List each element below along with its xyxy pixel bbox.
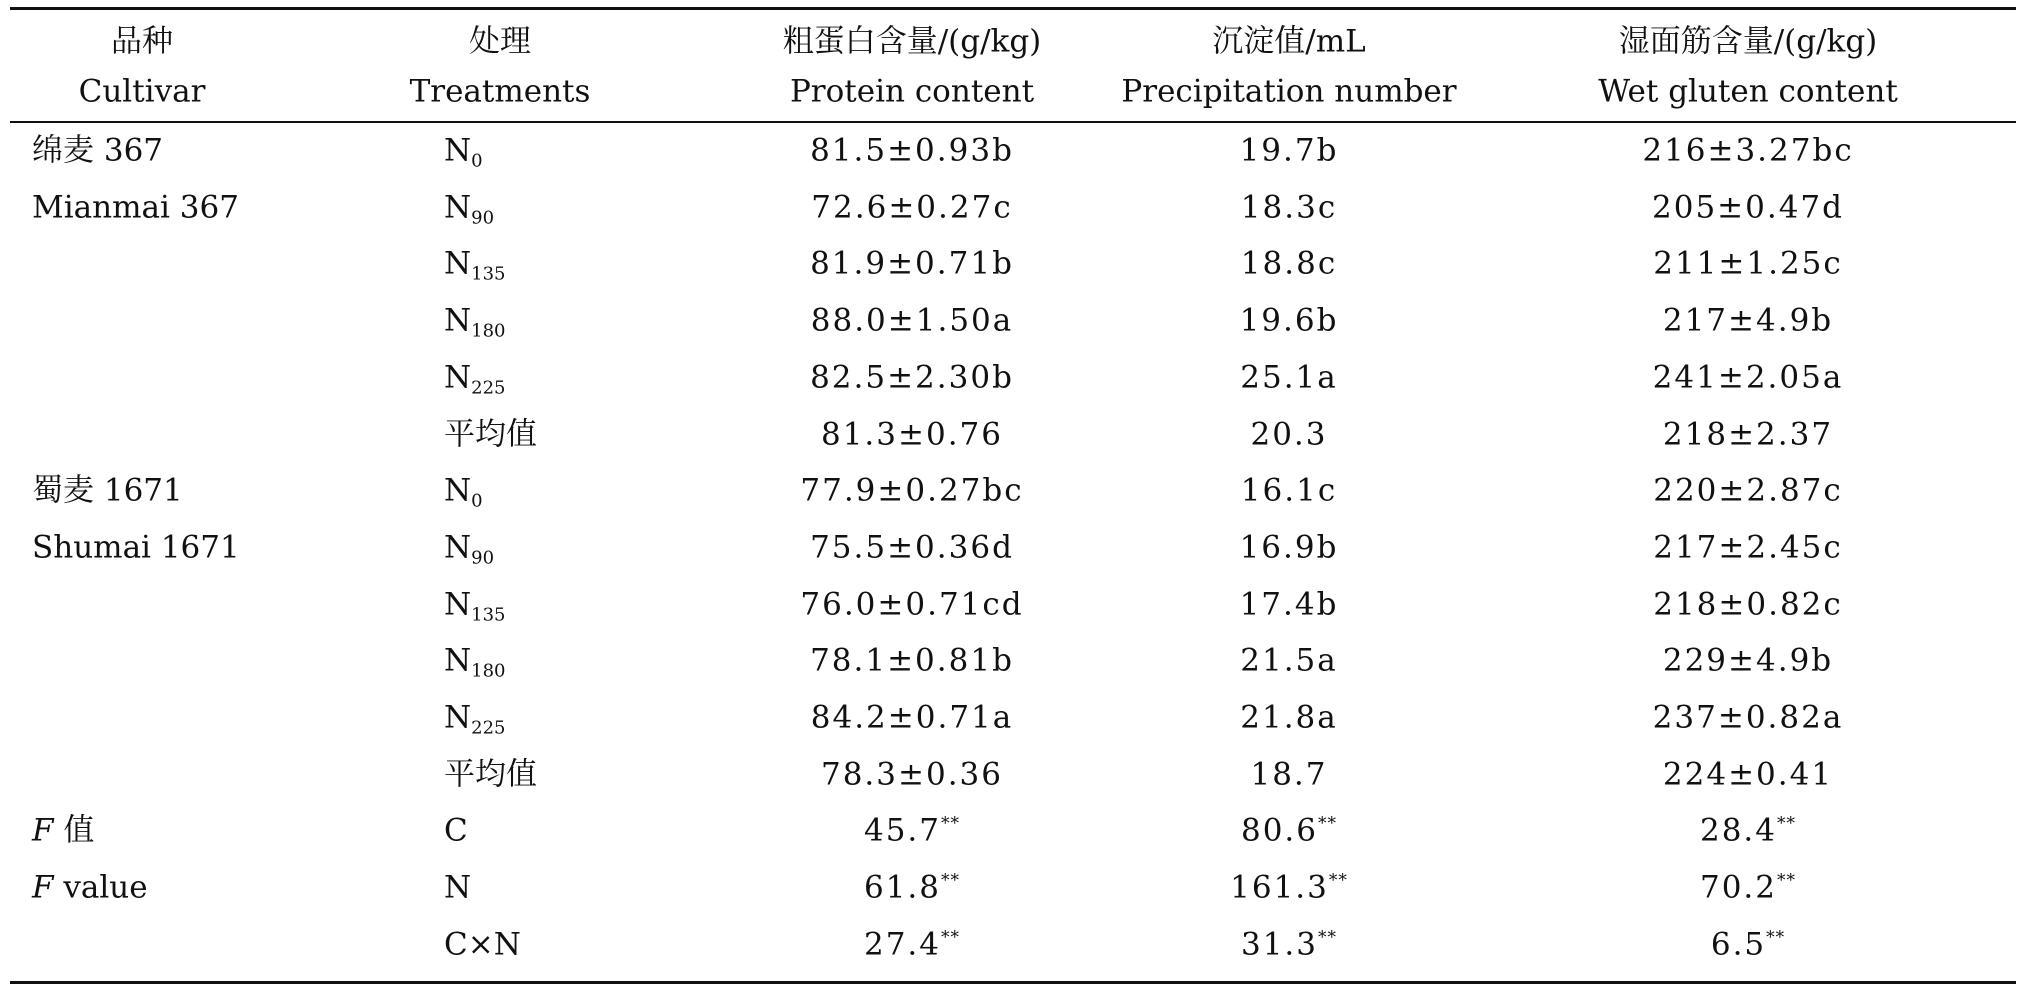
header-cultivar-cn: 品种: [111, 23, 173, 60]
cultivar-name-cn: 蜀麦 1671: [32, 472, 183, 509]
gluten-value: 216±3.27bc: [1642, 132, 1854, 169]
gluten-value: 217±2.45c: [1653, 529, 1843, 566]
treatment-label: [444, 699, 506, 739]
precipitation-value: 21.8a: [1240, 699, 1338, 736]
gluten-value: 211±1.25c: [1653, 245, 1843, 282]
treatment-main: N: [444, 529, 472, 566]
precipitation-value: 18.3c: [1240, 189, 1338, 226]
treatment-label: [444, 529, 495, 569]
significance-marker: **: [1777, 813, 1797, 834]
significance-marker: **: [941, 927, 961, 948]
f-treatment-label: C×N: [444, 926, 521, 963]
f-precip-value: [1240, 812, 1338, 849]
protein-value: 78.3±0.36: [820, 756, 1004, 793]
f-treatment-label: C: [444, 812, 468, 849]
f-value: 61.8: [863, 869, 942, 906]
treatment-subscript: 90: [471, 547, 495, 569]
header-treatments-en: Treatments: [409, 73, 591, 110]
f-value: 70.2: [1699, 869, 1778, 906]
gluten-value: 217±4.9b: [1662, 302, 1834, 339]
f-label-en-text: value: [53, 869, 148, 906]
header-cultivar-en: Cultivar: [78, 73, 206, 110]
precipitation-value: 19.7b: [1239, 132, 1339, 169]
protein-value: 88.0±1.50a: [810, 302, 1014, 339]
precipitation-value: 21.5a: [1240, 642, 1338, 679]
header-rule: [10, 121, 2016, 123]
f-protein-value: [863, 812, 961, 849]
treatment-subscript: 0: [471, 490, 483, 512]
treatment-label: [444, 472, 483, 512]
header-precipitation-en: Precipitation number: [1121, 73, 1457, 110]
f-treatment-label: N: [444, 869, 472, 906]
protein-value: 81.5±0.93b: [810, 132, 1014, 169]
treatment-label: [444, 586, 506, 626]
cultivar-name-en: Mianmai 367: [32, 189, 239, 226]
precipitation-value: 25.1a: [1240, 359, 1338, 396]
treatment-main: 平均值: [444, 756, 537, 793]
treatment-label: [444, 756, 537, 793]
protein-value: 81.9±0.71b: [810, 245, 1014, 282]
f-value: 6.5: [1710, 926, 1767, 963]
significance-marker: **: [1777, 870, 1797, 891]
treatment-label: [444, 642, 506, 682]
treatment-label: [444, 189, 495, 229]
f-label-en: [32, 869, 148, 906]
f-value: 28.4: [1699, 812, 1778, 849]
protein-value: 81.3±0.76: [820, 416, 1004, 452]
cultivar-name-cn: 绵麦 367: [32, 132, 164, 169]
f-label-cn-italic: F: [32, 812, 54, 849]
treatment-subscript: 135: [471, 263, 506, 285]
treatment-main: 平均值: [444, 416, 537, 452]
top-rule: [10, 7, 2016, 10]
precipitation-value: 19.6b: [1239, 302, 1339, 339]
treatment-label: [444, 302, 506, 342]
gluten-value: 241±2.05a: [1652, 359, 1844, 396]
precipitation-value: 16.9b: [1239, 529, 1339, 566]
precipitation-value: 17.4b: [1239, 586, 1339, 623]
f-precip-value: [1240, 926, 1338, 963]
bottom-rule: [10, 981, 2016, 984]
f-label-cn-text: 值: [53, 812, 95, 849]
f-label-cn: [32, 812, 95, 849]
f-label-en-italic: F: [32, 869, 54, 906]
header-gluten-cn: 湿面筋含量/(g/kg): [1618, 23, 1878, 60]
protein-value: 77.9±0.27bc: [800, 472, 1024, 509]
precipitation-value: 18.7: [1250, 756, 1328, 793]
f-value: 80.6: [1240, 812, 1319, 849]
f-value: 45.7: [863, 812, 942, 849]
significance-marker: **: [1766, 927, 1786, 948]
gluten-value: 218±2.37: [1662, 416, 1834, 452]
protein-value: 72.6±0.27c: [811, 189, 1013, 226]
treatment-main: N: [444, 359, 472, 396]
treatment-main: N: [444, 642, 472, 679]
gluten-value: 205±0.47d: [1651, 189, 1845, 226]
significance-marker: **: [941, 870, 961, 891]
treatment-label: [444, 359, 506, 399]
significance-marker: **: [1318, 813, 1338, 834]
f-gluten-value: [1710, 926, 1786, 963]
treatment-main: N: [444, 302, 472, 339]
treatment-label: [444, 132, 483, 172]
protein-value: 76.0±0.71cd: [800, 586, 1024, 623]
gluten-value: 224±0.41: [1662, 756, 1834, 793]
treatment-label: [444, 245, 506, 285]
f-value: 161.3: [1230, 869, 1329, 906]
f-value: 27.4: [863, 926, 942, 963]
f-precip-value: [1230, 869, 1348, 906]
treatment-subscript: 225: [471, 377, 506, 399]
significance-marker: **: [941, 813, 961, 834]
header-protein-cn: 粗蛋白含量/(g/kg): [782, 23, 1042, 60]
precipitation-value: 20.3: [1250, 416, 1328, 452]
treatment-subscript: 90: [471, 207, 495, 229]
treatment-subscript: 180: [471, 660, 506, 682]
treatment-main: N: [444, 586, 472, 623]
gluten-value: 237±0.82a: [1652, 699, 1844, 736]
treatment-label: [444, 416, 537, 452]
protein-value: 84.2±0.71a: [810, 699, 1014, 736]
f-gluten-value: [1699, 869, 1797, 906]
gluten-value: 220±2.87c: [1653, 472, 1843, 509]
treatment-subscript: 0: [471, 150, 483, 172]
f-protein-value: [863, 926, 961, 963]
header-precipitation-cn: 沉淀值/mL: [1212, 23, 1366, 60]
header-gluten-en: Wet gluten content: [1598, 73, 1898, 110]
treatment-main: N: [444, 472, 472, 509]
protein-value: 82.5±2.30b: [810, 359, 1014, 396]
protein-value: 78.1±0.81b: [810, 642, 1014, 679]
f-gluten-value: [1699, 812, 1797, 849]
protein-value: 75.5±0.36d: [810, 529, 1014, 566]
treatment-subscript: 180: [471, 320, 506, 342]
header-treatments-cn: 处理: [469, 23, 531, 60]
gluten-value: 229±4.9b: [1662, 642, 1834, 679]
treatment-subscript: 135: [471, 604, 506, 626]
treatment-main: N: [444, 132, 472, 169]
header-protein-en: Protein content: [789, 73, 1035, 110]
treatment-main: N: [444, 245, 472, 282]
f-value: 31.3: [1240, 926, 1319, 963]
treatment-main: N: [444, 189, 472, 226]
treatment-subscript: 225: [471, 717, 506, 739]
gluten-value: 218±0.82c: [1653, 586, 1843, 623]
f-protein-value: [863, 869, 961, 906]
precipitation-value: 16.1c: [1240, 472, 1338, 509]
precipitation-value: 18.8c: [1240, 245, 1338, 282]
treatment-main: N: [444, 699, 472, 736]
cultivar-name-en: Shumai 1671: [32, 529, 240, 566]
significance-marker: **: [1318, 927, 1338, 948]
significance-marker: **: [1328, 870, 1348, 891]
